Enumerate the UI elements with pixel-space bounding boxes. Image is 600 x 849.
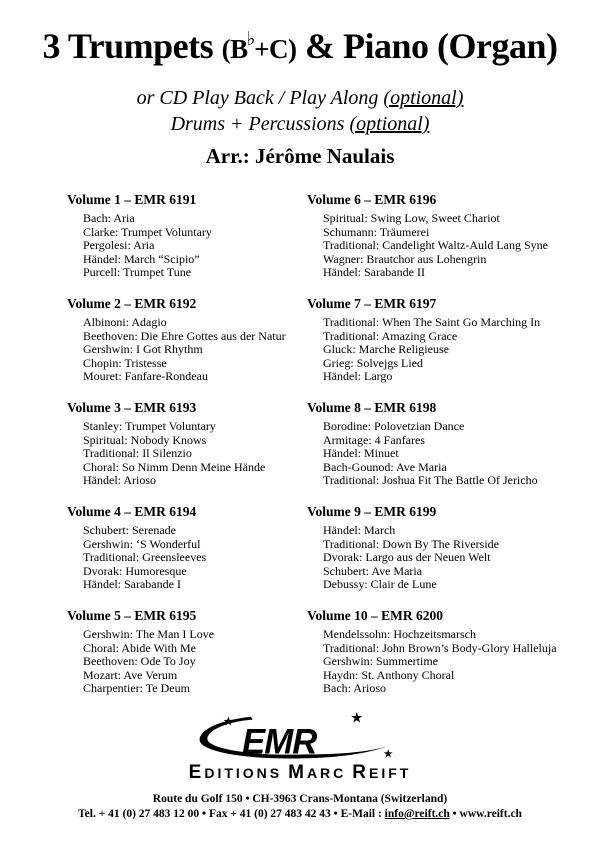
publisher-contact: Tel. + 41 (0) 27 483 12 00 • Fax + 41 (0) 27 483 42 43 • E-Mail : info@reift.ch • www.reift.ch (78, 808, 522, 820)
piece-line: Spiritual: Nobody Knows (83, 432, 207, 447)
piece-line: Albinoni: Adagio (83, 315, 167, 329)
volume-title: Volume 5 – EMR 6195 (67, 608, 197, 623)
piece-line: Bach: Arioso (323, 681, 386, 696)
volume-title: Volume 4 – EMR 6194 (67, 504, 197, 519)
title-rest: & Piano (Organ) (296, 26, 558, 66)
piece-line: Händel: Arioso (83, 473, 156, 488)
volume-title: Volume 2 – EMR 6192 (67, 296, 197, 311)
star-icon: ★ (383, 746, 394, 761)
optional-underlined: (optional) (383, 87, 464, 109)
volume-title: Volume 9 – EMR 6199 (307, 504, 437, 519)
piece-line: Bach-Gounod: Ave Maria (323, 459, 447, 474)
piece-line: Gershwin: ‘S Wonderful (83, 536, 201, 551)
title-key-open: (B (221, 34, 248, 64)
piece-line: Haydn: St. Anthony Choral (323, 667, 455, 682)
piece-line: Gluck: Marche Religieuse (323, 342, 449, 357)
piece-line: Traditional: Down By The Riverside (323, 536, 499, 551)
piece-line: Pergolesi: Aria (83, 238, 155, 253)
piece-line: Traditional: John Brown’s Body-Glory Halleluja (323, 640, 557, 655)
piece-line: Händel: March (323, 523, 396, 537)
volume-block-8 (307, 399, 600, 503)
title-key-close: +C) (254, 34, 297, 64)
piece-line: Traditional: When The Saint Go Marching In (323, 315, 541, 329)
piece-line: Debussy: Clair de Lune (323, 577, 437, 592)
volume-block-6 (307, 191, 600, 295)
flat-symbol: ♭ (246, 29, 256, 50)
volume-title: Volume 1 – EMR 6191 (67, 192, 197, 207)
subtitle-line-2: Drums + Percussions (optional) (170, 113, 430, 135)
piece-line: Händel: Minuet (323, 446, 399, 461)
emr-logo-graphic (194, 709, 406, 765)
piece-line: Beethoven: Ode To Joy (83, 654, 196, 669)
volume-block-2 (67, 295, 307, 399)
volume-title: Volume 10 – EMR 6200 (307, 608, 444, 623)
piece-line: Grieg: Solvejgs Lied (323, 355, 423, 370)
star-icon: ★ (350, 710, 364, 727)
volume-title: Volume 7 – EMR 6197 (307, 296, 437, 311)
subtitle (0, 85, 600, 137)
logo-text: EMR (242, 723, 317, 762)
piece-line: Spiritual: Swing Low, Sweet Chariot (323, 211, 500, 225)
piece-line: Schubert: Ave Maria (323, 563, 423, 578)
volume-block-5 (67, 607, 307, 711)
subtitle-line-1: or CD Play Back / Play Along (optional) (136, 87, 464, 109)
piece-line: Traditional: Amazing Grace (323, 328, 458, 343)
publisher-name: EDITIONS MARC REIFT (188, 762, 412, 783)
volumes-grid (67, 191, 600, 711)
piece-line: Traditional: Greensleeves (83, 550, 207, 565)
piece-line: Charpentier: Te Deum (83, 681, 190, 696)
piece-line: Mozart: Ave Verum (83, 667, 178, 682)
page-header (0, 0, 600, 169)
volume-block-1 (67, 191, 307, 295)
volume-block-10 (307, 607, 600, 711)
page-title (0, 24, 600, 75)
volume-block-3 (67, 399, 307, 503)
piece-line: Schubert: Serenade (83, 523, 176, 537)
title-main: 3 Trumpets (42, 26, 222, 66)
piece-line: Dvorak: Humoresque (83, 563, 187, 578)
star-icon: ★ (222, 713, 235, 729)
piece-line: Mouret: Fanfare-Rondeau (83, 369, 208, 384)
piece-line: Clarke: Trumpet Voluntary (83, 224, 212, 239)
piece-line: Mendelssohn: Hochzeitsmarsch (323, 627, 476, 641)
piece-line: Gershwin: I Got Rhythm (83, 342, 203, 357)
piece-line: Gershwin: The Man I Love (83, 627, 215, 641)
volume-block-7 (307, 295, 600, 399)
piece-line: Choral: Abide With Me (83, 640, 196, 655)
volume-block-4 (67, 503, 307, 607)
email-link[interactable]: info@reift.ch (384, 808, 450, 820)
publisher-footer (0, 709, 600, 822)
optional-underlined: (optional) (349, 113, 430, 135)
volume-title: Volume 3 – EMR 6193 (67, 400, 197, 415)
piece-line: Choral: So Nimm Denn Meine Hände (83, 459, 266, 474)
volume-title: Volume 6 – EMR 6196 (307, 192, 437, 207)
emr-logo (0, 709, 600, 765)
piece-line: Bach: Aria (83, 211, 135, 225)
piece-line: Wagner: Brautchor aus Lohengrin (323, 251, 487, 266)
piece-line: Purcell: Trumpet Tune (83, 265, 192, 280)
piece-line: Traditional: Candelight Waltz-Auld Lang Syne (323, 238, 549, 253)
volume-block-9 (307, 503, 600, 607)
publisher-address: Route du Golf 150 • CH-3963 Crans-Montana (Switzerland) (152, 793, 448, 805)
piece-line: Händel: Largo (323, 369, 393, 384)
piece-line: Dvorak: Largo aus der Neuen Welt (323, 550, 491, 565)
piece-line: Traditional: Il Silenzio (83, 446, 192, 461)
piece-line: Chopin: Tristesse (83, 355, 167, 370)
piece-line: Traditional: Joshua Fit The Battle Of Jericho (323, 473, 538, 488)
piece-line: Händel: March “Scipio” (83, 251, 200, 266)
piece-line: Händel: Sarabande I (83, 577, 181, 592)
piece-line: Borodine: Polovetzian Dance (323, 419, 465, 433)
piece-line: Armitage: 4 Fanfares (323, 432, 425, 447)
piece-line: Schumann: Träumerei (323, 224, 430, 239)
piece-line: Beethoven: Die Ehre Gottes aus der Natur (83, 328, 286, 343)
piece-line: Händel: Sarabande II (323, 265, 425, 280)
arranger-line: Arr.: Jérôme Naulais (205, 144, 395, 168)
volume-title: Volume 8 – EMR 6198 (307, 400, 437, 415)
piece-line: Stanley: Trumpet Voluntary (83, 419, 216, 433)
piece-line: Gershwin: Summertime (323, 654, 438, 669)
